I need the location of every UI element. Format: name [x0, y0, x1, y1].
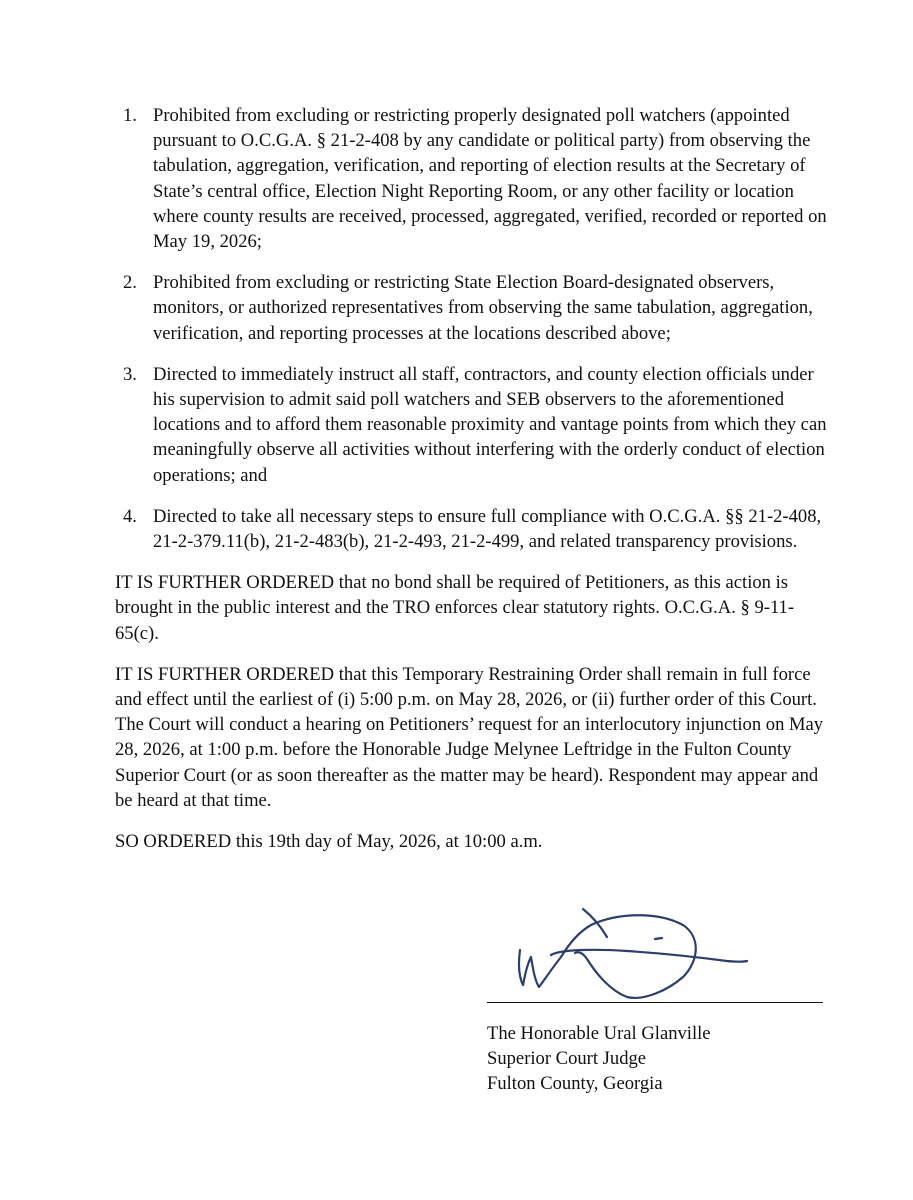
order-item: [115, 270, 835, 346]
judge-county: Fulton County, Georgia: [487, 1073, 663, 1095]
handwritten-signature: [487, 895, 827, 1005]
order-item: [115, 362, 835, 488]
signature-area: [487, 895, 827, 1010]
order-item-text: Directed to immediately instruct all staff, contractors, and county election officials under his supervision to admit said poll watchers and SEB observers to the aforementioned locations and to afford them reasonable proximity and vantage points from which they can meaningfully observe all activities without interfering with the orderly conduct of election operations; and: [153, 363, 827, 486]
order-item-number: 3.: [123, 363, 137, 385]
order-item-text: Prohibited from excluding or restricting properly designated poll watchers (appointed pursuant to O.C.G.A. § 21-2-408 by any candidate or political party) from observing the tabulation, aggregation, verification, and reporting of election results at the Secretary of State’s central office, Election Night Reporting Room, or any other facility or location where county results are received, processed, aggregated, verified, recorded or reported on May 19, 2026;: [153, 105, 827, 253]
order-item-text: Directed to take all necessary steps to ensure full compliance with O.C.G.A. §§ 21-2-408, 21-2-379.11(b), 21-2-483(b), 21-2-493, 21-2-499, and related transparency provisions.: [153, 505, 822, 553]
order-item-number: 4.: [123, 505, 137, 527]
judge-signature-block: [487, 1021, 827, 1097]
signature-stroke: [655, 938, 662, 939]
order-item-number: 2.: [123, 272, 137, 294]
bond-paragraph: IT IS FURTHER ORDERED that no bond shall be required of Petitioners, as this action is brought in the public interest and the TRO enforces clear statutory rights. O.C.G.A. § 9-11-65(c).: [115, 572, 795, 644]
judge-title: Superior Court Judge: [487, 1048, 647, 1070]
duration-paragraph: IT IS FURTHER ORDERED that this Temporary Restraining Order shall remain in full force and effect until the earliest of (i) 5:00 p.m. on May 28, 2026, or (ii) further order of this Court. The Court will conduct a hearing on Petitioners’ request for an interlocutory injunction on May 28, 2026, at 1:00 p.m. before the Honorable Judge Melynee Leftridge in the Fulton County Superior Court (or as soon thereafter as the matter may be heard). Respondent may appear and be heard at that time.: [115, 663, 824, 811]
order-item: [115, 504, 835, 554]
so-ordered-line: SO ORDERED this 19th day of May, 2026, at 10:00 a.m.: [115, 831, 543, 853]
order-item-number: 1.: [123, 105, 137, 126]
judge-name: The Honorable Ural Glanville: [487, 1023, 711, 1044]
signature-line: [487, 1002, 823, 1003]
order-item: [115, 103, 835, 254]
signature-stroke: [519, 915, 696, 998]
order-item-text: Prohibited from excluding or restricting State Election Board-designated observers, monitors, or authorized representatives from observing the same tabulation, aggregation, verification, and reporting processes at the locations described above;: [153, 272, 813, 344]
order-list: [115, 103, 835, 554]
order-body: [115, 103, 835, 854]
